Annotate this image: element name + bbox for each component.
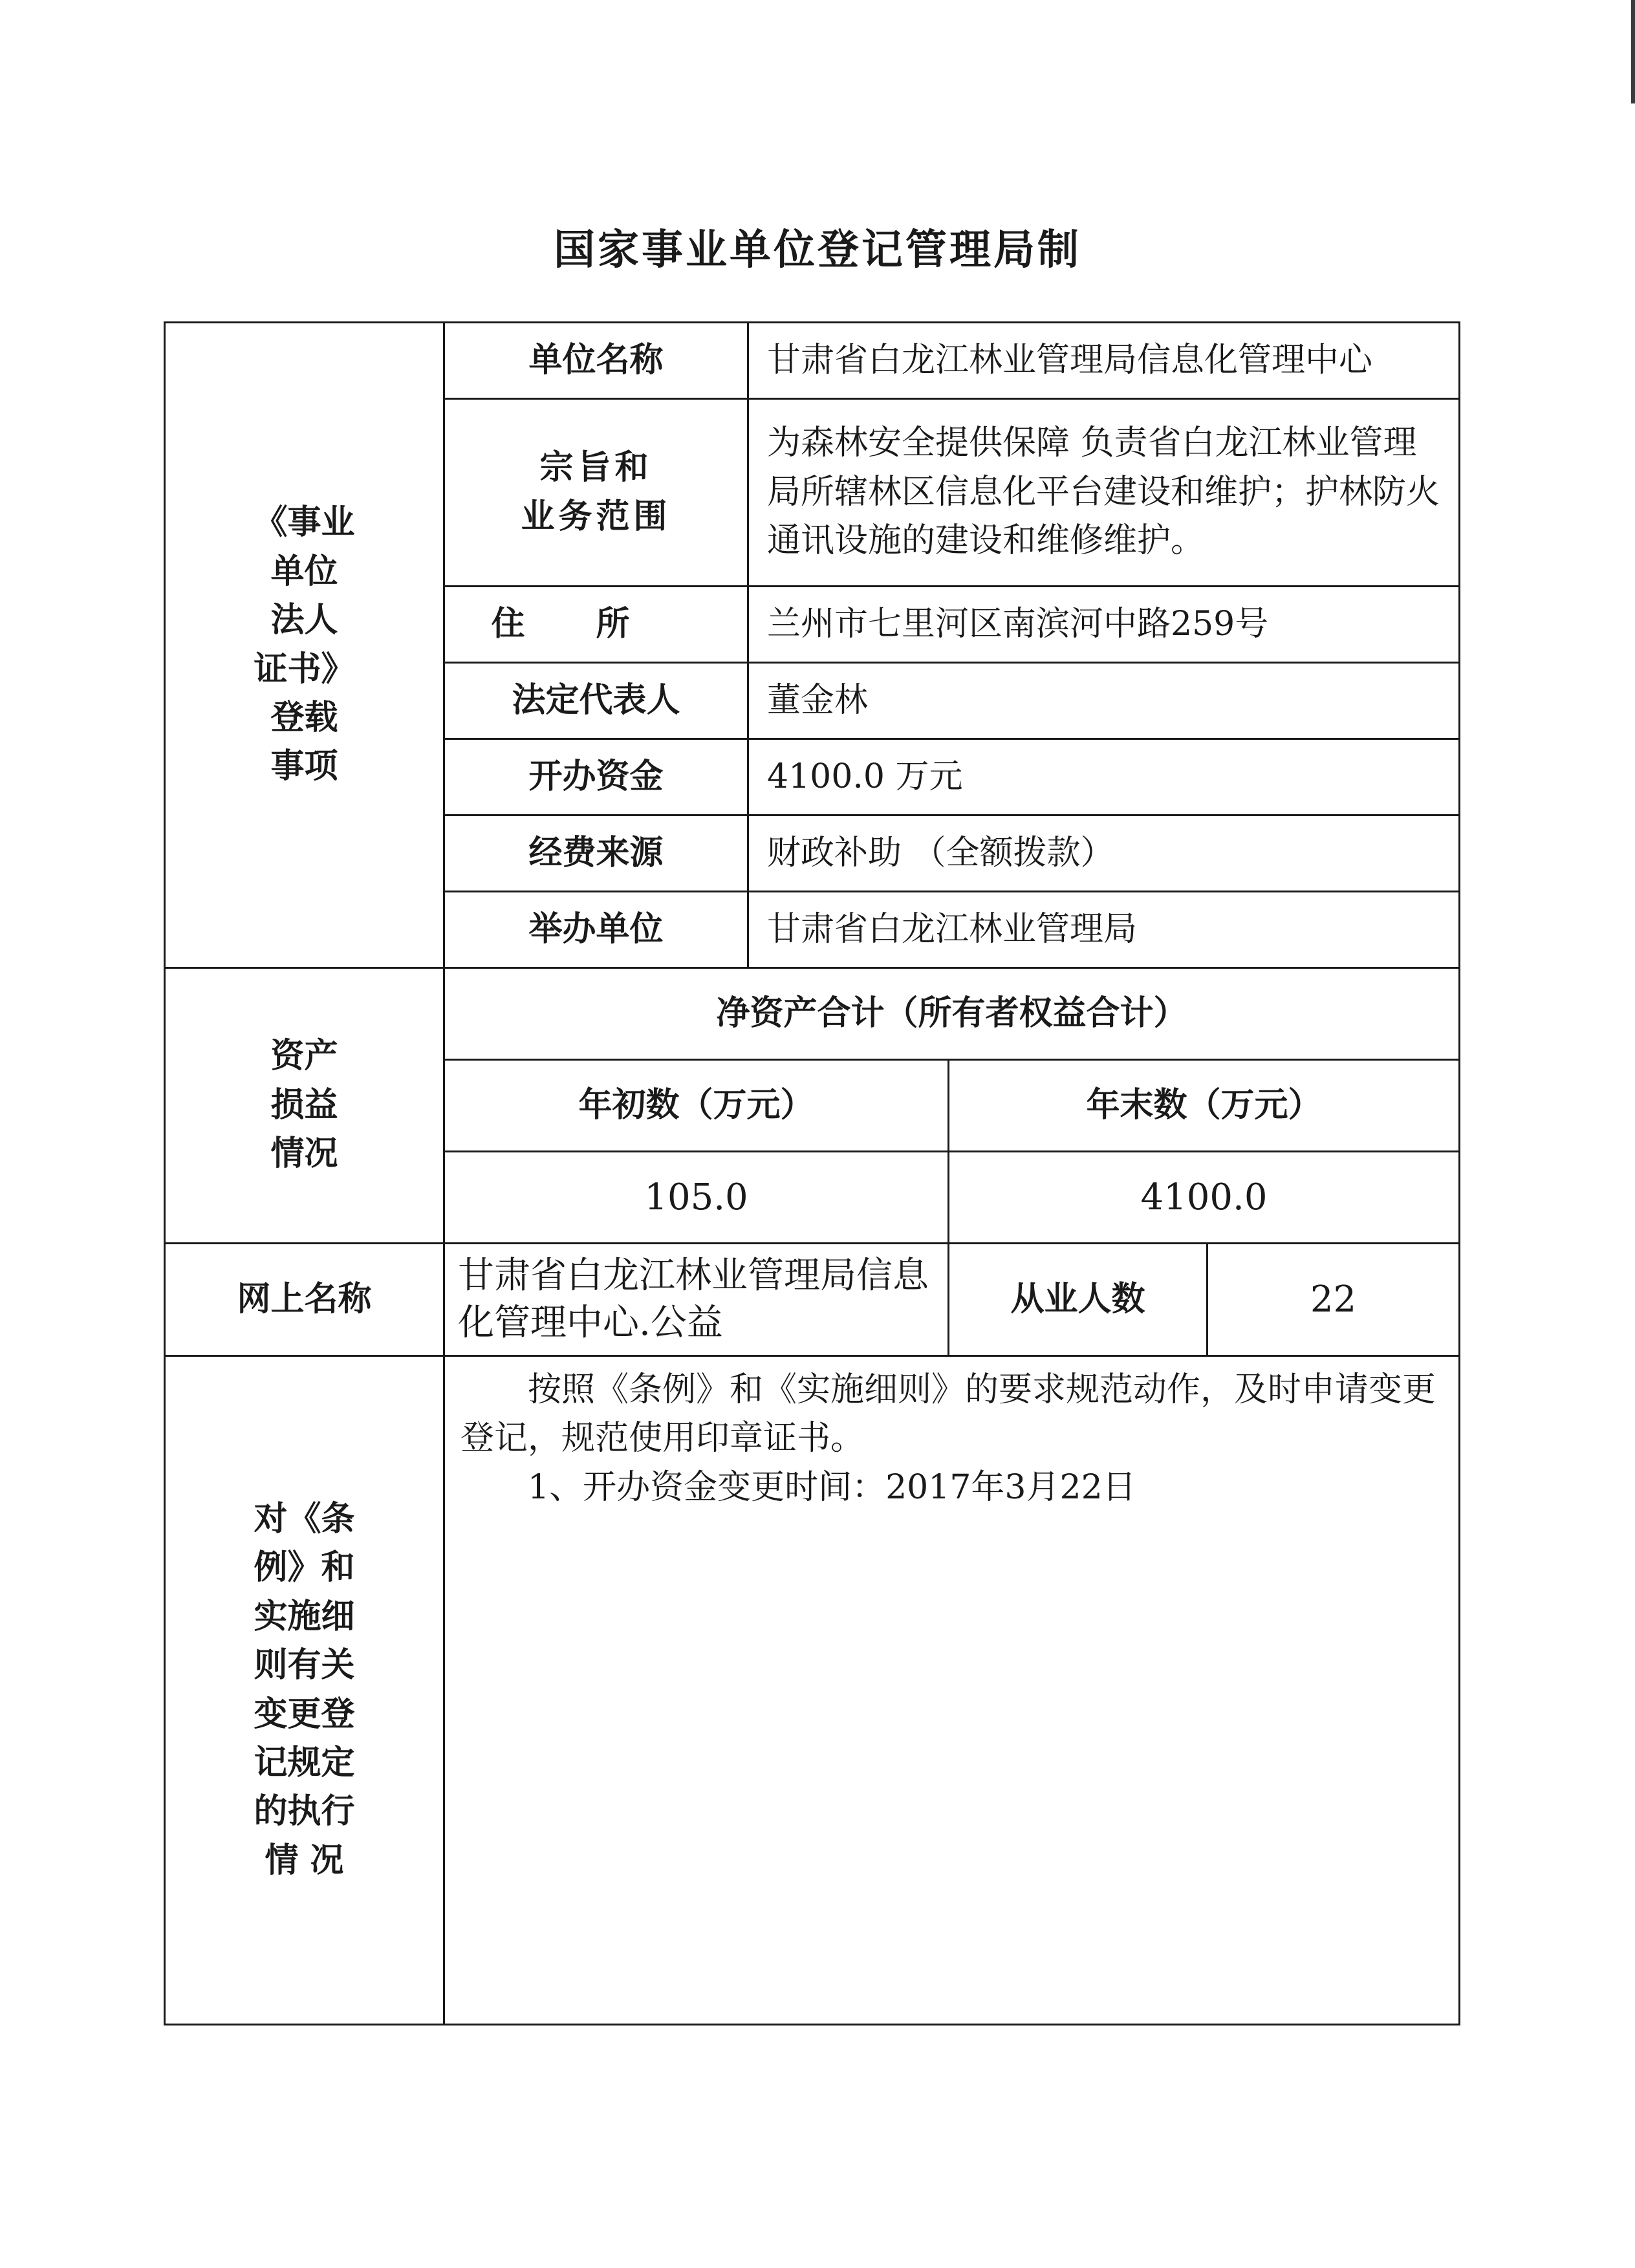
online-name-label: 网上名称 (165, 1244, 444, 1356)
capital-label: 开办资金 (444, 739, 748, 815)
row-unit-name (165, 323, 1460, 399)
address-value: 兰州市七里河区南滨河中路259号 (748, 587, 1460, 663)
page-title: 国家事业单位登记管理局制 (554, 226, 1081, 274)
funding-label: 经费来源 (444, 815, 748, 892)
address-label: 住所 (444, 587, 748, 663)
staff-count-label: 从业人数 (949, 1244, 1207, 1356)
section-cert-label: 《事业 单位 法人 证书》 登载 事项 (165, 323, 444, 968)
staff-count-value: 22 (1207, 1244, 1460, 1356)
purpose-label: 宗旨和 业务范围 (444, 399, 748, 587)
net-assets-header: 净资产合计（所有者权益合计） (444, 968, 1460, 1060)
funding-value: 财政补助 （全额拨款） (748, 815, 1460, 892)
unit-name-label: 单位名称 (444, 323, 748, 399)
row-assets-header (165, 968, 1460, 1060)
legal-rep-value: 董金林 (748, 663, 1460, 739)
unit-name-value: 甘肃省白龙江林业管理局信息化管理中心 (748, 323, 1460, 399)
sponsor-label: 举办单位 (444, 892, 748, 968)
begin-year-value: 105.0 (444, 1152, 949, 1244)
row-online-name (165, 1244, 1460, 1356)
compliance-paragraph: 按照《条例》和《实施细则》的要求规范动作，及时申请变更登记，规范使用印章证书。 (460, 1370, 1436, 1458)
capital-value: 4100.0 万元 (748, 739, 1460, 815)
section-assets-label: 资产 损益 情况 (165, 968, 444, 1244)
row-compliance (165, 1356, 1460, 2025)
compliance-notes (444, 1356, 1460, 2025)
end-year-value: 4100.0 (949, 1152, 1460, 1244)
purpose-value: 为森林安全提供保障 负责省白龙江林业管理局所辖林区信息化平台建设和维护；护林防火通讯设施的建设和维修维护。 (748, 399, 1460, 587)
legal-rep-label: 法定代表人 (444, 663, 748, 739)
begin-year-label: 年初数（万元） (444, 1060, 949, 1152)
sponsor-value: 甘肃省白龙江林业管理局 (748, 892, 1460, 968)
section-compliance-label: 对《条 例》和 实施细 则有关 变更登 记规定 的执行 情 况 (165, 1356, 444, 2025)
registration-form-table (164, 321, 1460, 2025)
end-year-label: 年末数（万元） (949, 1060, 1460, 1152)
online-name-value: 甘肃省白龙江林业管理局信息化管理中心.公益 (444, 1244, 949, 1356)
scan-edge (1631, 0, 1635, 103)
compliance-paragraph: 1、开办资金变更时间：2017年3月22日 (528, 1467, 1136, 1507)
